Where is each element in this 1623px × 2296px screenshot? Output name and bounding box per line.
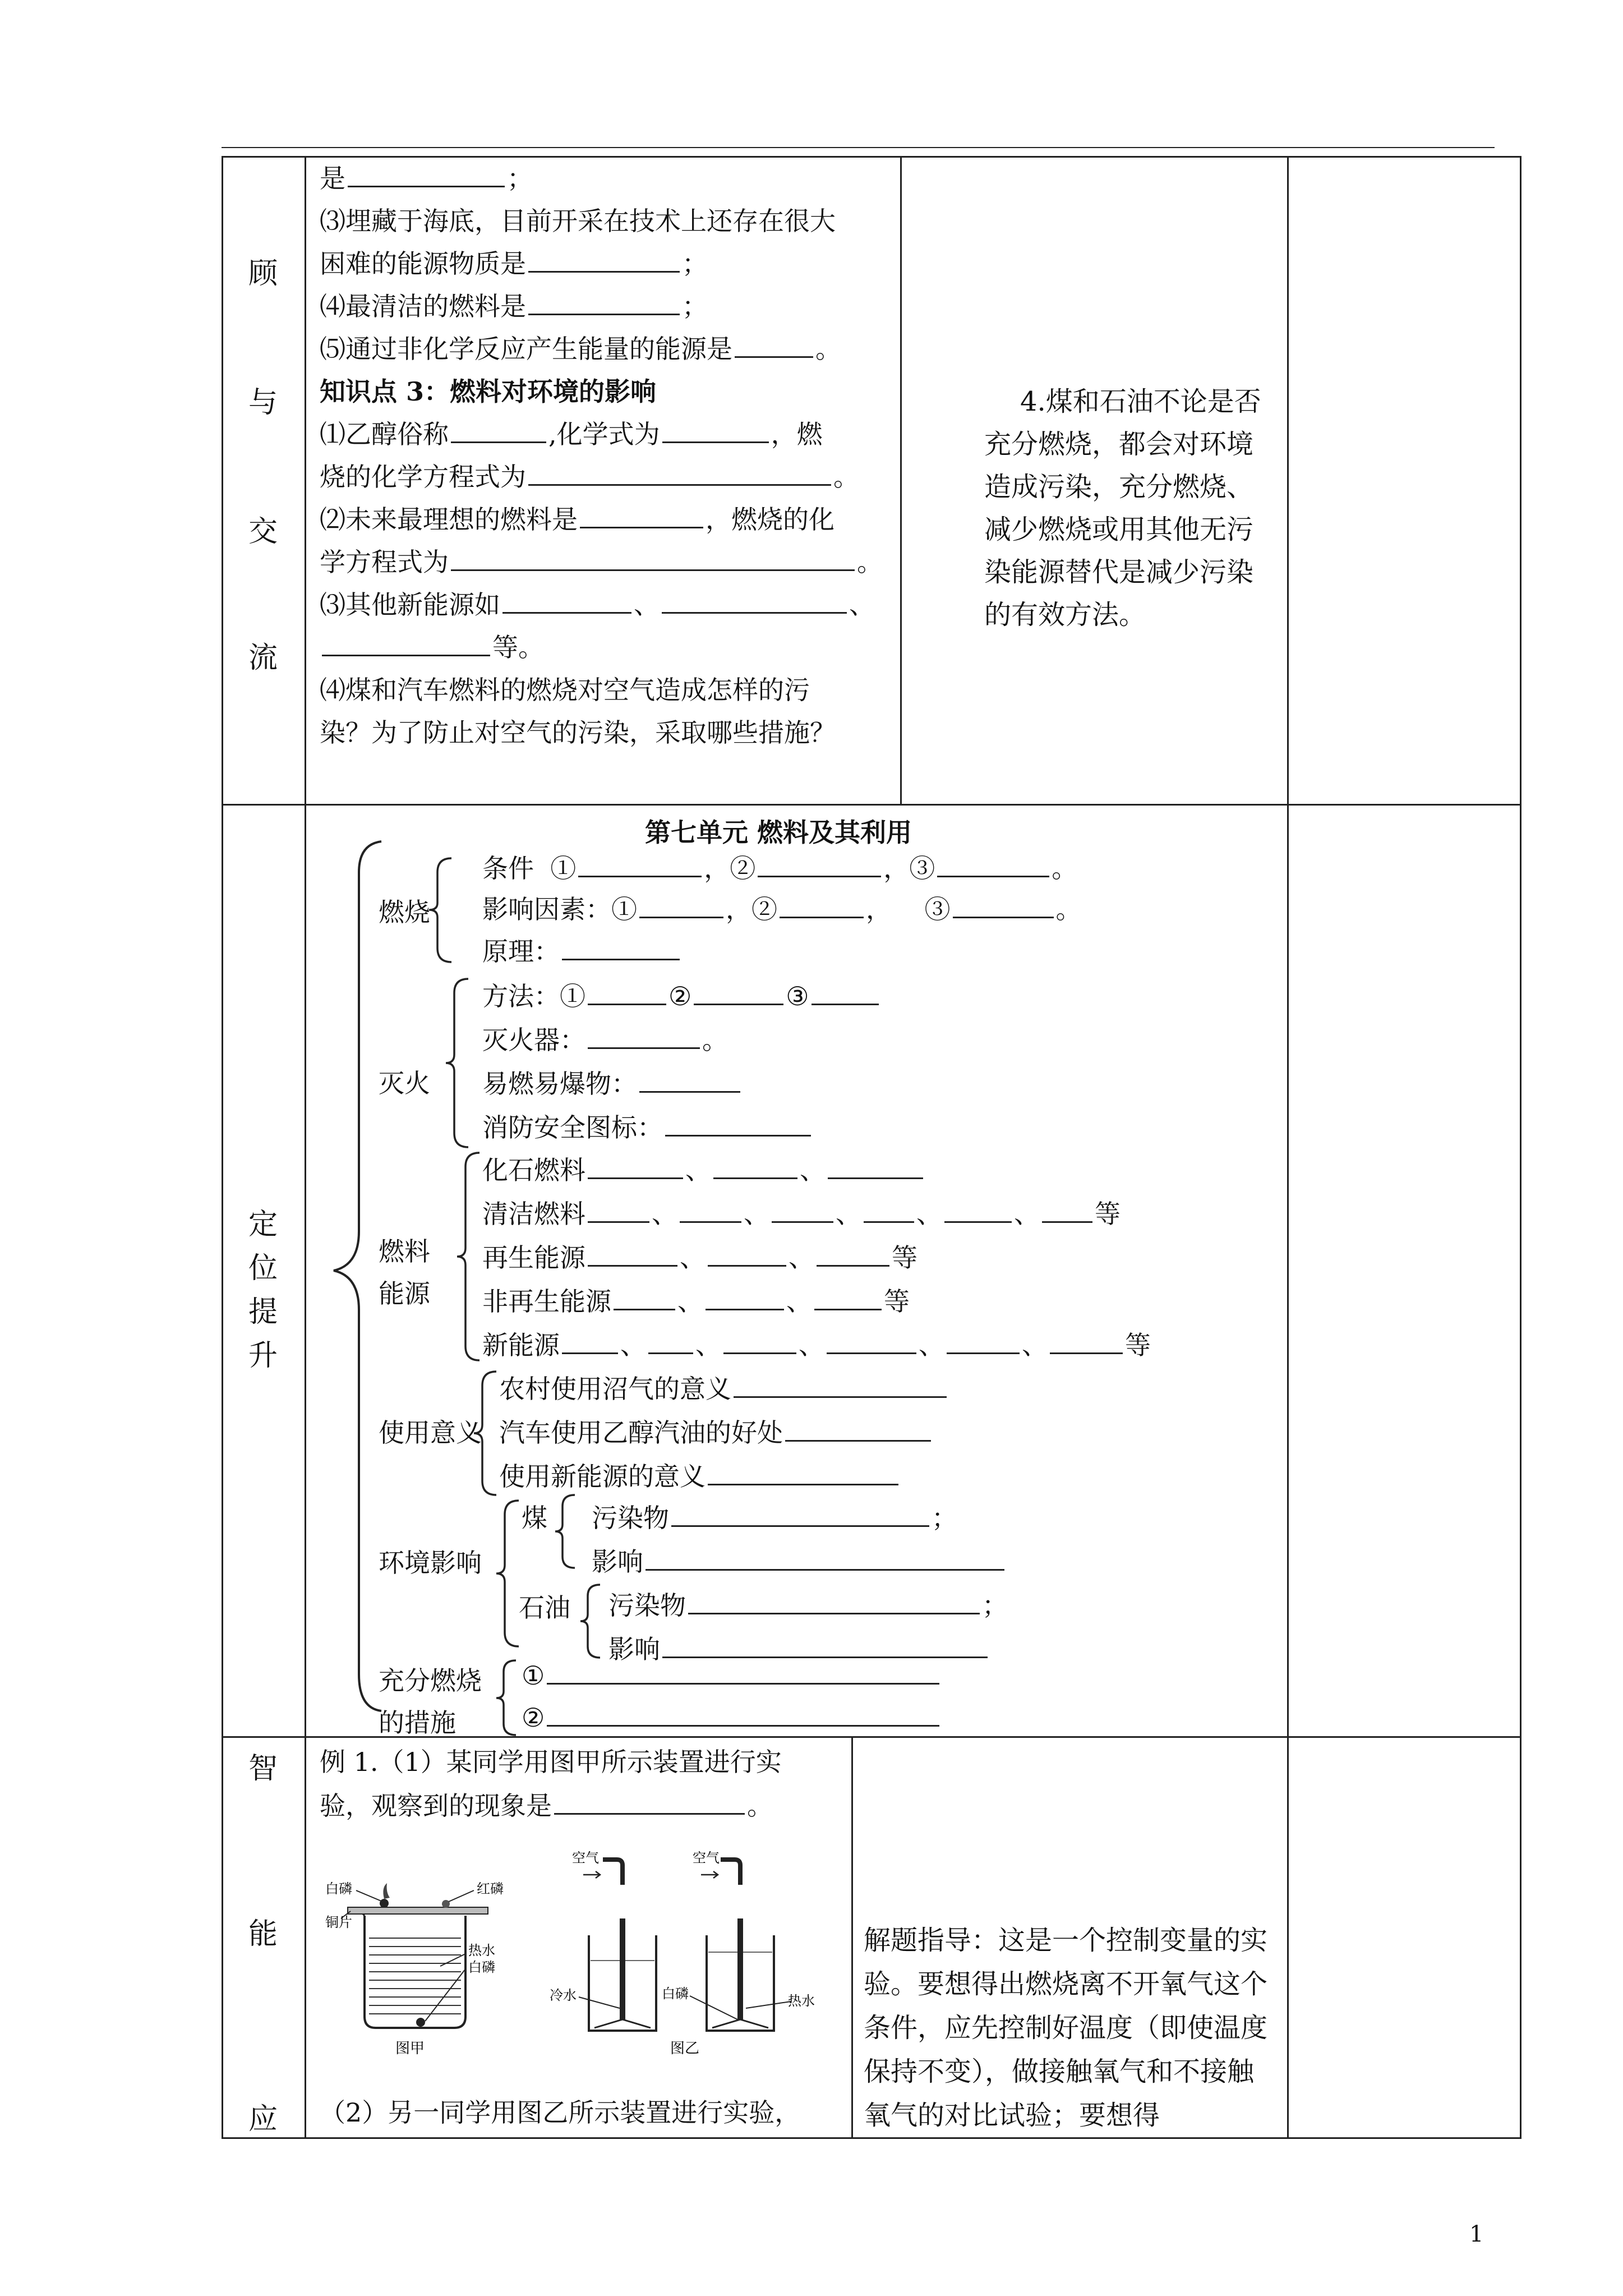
unit-title: 第七单元 燃料及其利用 (645, 817, 912, 848)
solution-guide: 解题指导：这是一个控制变量的实验。要想得出燃烧离不开氧气这个条件，应先控制好温度（即使温度保持不变），做接触氧气和不接触氧气的对比试验；要想得 (864, 1925, 1268, 2131)
usage-label: 使用意义 (379, 1418, 482, 1448)
renewable-energy: 再生能源 、 、 等 (482, 1243, 917, 1273)
usage-newenergy: 使用新能源的意义 (499, 1456, 901, 1493)
combustion-principle: 原理： (482, 931, 682, 968)
table-border-left (222, 156, 223, 2139)
s1-line: ⑶埋藏于海底，目前开采在技术上还存在很大 (320, 206, 836, 236)
side-label-char: 顾 (248, 257, 278, 291)
col-divider-2a (900, 156, 902, 804)
oil-brace (578, 1582, 603, 1660)
combustion-brace (426, 855, 454, 965)
full-combustion-label2: 的措施 (379, 1708, 456, 1738)
coal-brace (552, 1492, 578, 1571)
extinguish-flammable: 易燃易爆物： (482, 1064, 743, 1101)
s1-line: ⑷煤和汽车燃料的燃烧对空气造成怎样的污 (320, 675, 810, 705)
full-combustion-label: 充分燃烧 (379, 1665, 482, 1696)
nonrenewable-energy: 非再生能源 、 、 等 (482, 1286, 910, 1317)
extinguish-signs: 消防安全图标： (482, 1107, 813, 1144)
knowledge-point-3: 知识点 3：燃料对环境的影响 (320, 376, 657, 407)
fig-yi-air1: 空气 (572, 1851, 599, 1866)
s1-line: ⑵未来最理想的燃料是 ，燃烧的化 (320, 504, 834, 535)
row-divider-1 (222, 804, 1521, 806)
extinguish-extinguisher: 灭火器： 。 (482, 1025, 728, 1055)
full-brace (494, 1658, 519, 1739)
fig-yi-caption: 图乙 (670, 2040, 700, 2056)
full-measure-1: ① (522, 1660, 942, 1691)
fig-yi-white-p: 白磷 (662, 1986, 689, 2001)
row-bottom (222, 2137, 1521, 2139)
fig-yi-hot-water: 热水 (788, 1994, 815, 2009)
coal-pollutant: 污染物 ； (592, 1503, 957, 1533)
figure-yi (550, 1851, 819, 2059)
fossil-fuel: 化石燃料 、 、 (482, 1150, 925, 1187)
oil-pollutant: 污染物 ； (608, 1590, 1008, 1621)
extinguish-brace (443, 976, 471, 1150)
combustion-label: 燃烧 (379, 897, 430, 927)
side-label-char: 与 (248, 386, 278, 420)
fig-yi-air2: 空气 (693, 1851, 720, 1866)
fig-yi-cold-water: 冷水 (550, 1988, 577, 2003)
side-label-char: 位 (248, 1251, 278, 1285)
s1-line: ⑶其他新能源如 、 、 (320, 590, 875, 620)
oil-label: 石油 (519, 1593, 570, 1623)
fig-jia-white-p: 白磷 (325, 1881, 352, 1897)
side-label-char: 应 (248, 2102, 278, 2136)
example-line-2: 验，观察到的现象是 。 (320, 1791, 773, 1821)
fig-jia-red-p: 红磷 (477, 1881, 504, 1897)
fig-jia-copper: 铜片 (325, 1915, 352, 1930)
extinguish-method: 方法：① ② ③ (482, 976, 881, 1013)
s1-line: 困难的能源物质是 ； (320, 249, 708, 279)
full-measure-2: ② (522, 1703, 942, 1733)
oil-effect: 影响 (608, 1629, 990, 1666)
s1-line: 染？为了防止对空气的污染，采取哪些措施？ (320, 717, 836, 748)
side-label-char: 流 (248, 641, 278, 675)
extinguish-label: 灭火 (379, 1068, 430, 1098)
environment-label: 环境影响 (379, 1548, 482, 1578)
fuel-brace (454, 1150, 482, 1363)
example-line-1: 例 1.（1）某同学用图甲所示装置进行实 (320, 1747, 782, 1777)
col-divider-1 (305, 156, 306, 2139)
combustion-conditions: 条件 ① ，② ，③ 。 (482, 853, 1078, 884)
row-top (222, 156, 1521, 158)
usage-ethanol: 汽车使用乙醇汽油的好处 (499, 1412, 933, 1450)
side-label-char: 升 (248, 1339, 278, 1373)
s1-line: ⑸通过非化学反应产生能量的能源是 。 (320, 334, 841, 364)
usage-brace (471, 1369, 499, 1498)
new-energy: 新能源 、 、 、 、 、 等 (482, 1330, 1151, 1360)
combustion-factors: 影响因素：① ，② ， ③ 。 (482, 894, 1082, 924)
side-label-char: 提 (248, 1295, 278, 1329)
header-rule (222, 147, 1495, 148)
table-border-right (1520, 156, 1521, 2139)
side-label-char: 交 (248, 515, 278, 549)
fig-jia-caption: 图甲 (395, 2040, 425, 2056)
s1-line: 烧的化学方程式为 。 (320, 462, 859, 492)
fig-jia-white-p2: 白磷 (468, 1960, 495, 1975)
side-label-char: 定 (248, 1208, 278, 1241)
fig-jia-hot-water: 热水 (468, 1943, 495, 1958)
figure-jia (325, 1876, 527, 2062)
s1-line: ⑷最清洁的燃料是 ； (320, 291, 708, 321)
col-divider-3 (1287, 156, 1289, 2139)
page-number: 1 (1469, 2221, 1484, 2247)
side-label-char: 能 (248, 1917, 278, 1951)
clean-fuel: 清洁燃料 、 、 、 、 、 等 (482, 1199, 1121, 1229)
col-divider-2c (851, 1736, 853, 2139)
tip-note: 4.煤和石油不论是否充分燃烧，都会对环境造成污染，充分燃烧、减少燃烧或用其他无污染能源替代是减少污染的有效方法。 (984, 386, 1261, 631)
coal-label: 煤 (522, 1503, 547, 1533)
example-line-3: （2）另一同学用图乙所示装置进行实验， (320, 2097, 801, 2128)
energy-label: 能源 (379, 1278, 430, 1309)
coal-effect: 影响 (592, 1542, 1007, 1579)
s1-line: 等。 (320, 627, 544, 668)
s1-line: 是 ； (320, 163, 533, 194)
s1-line: 学方程式为 。 (320, 547, 883, 577)
s1-line: ⑴乙醇俗称 ,化学式为 ，燃 (320, 419, 823, 449)
environment-brace (494, 1498, 522, 1649)
fuel-label: 燃料 (379, 1236, 430, 1267)
usage-biogas: 农村使用沼气的意义 (499, 1369, 949, 1406)
side-label-char: 智 (248, 1752, 278, 1786)
